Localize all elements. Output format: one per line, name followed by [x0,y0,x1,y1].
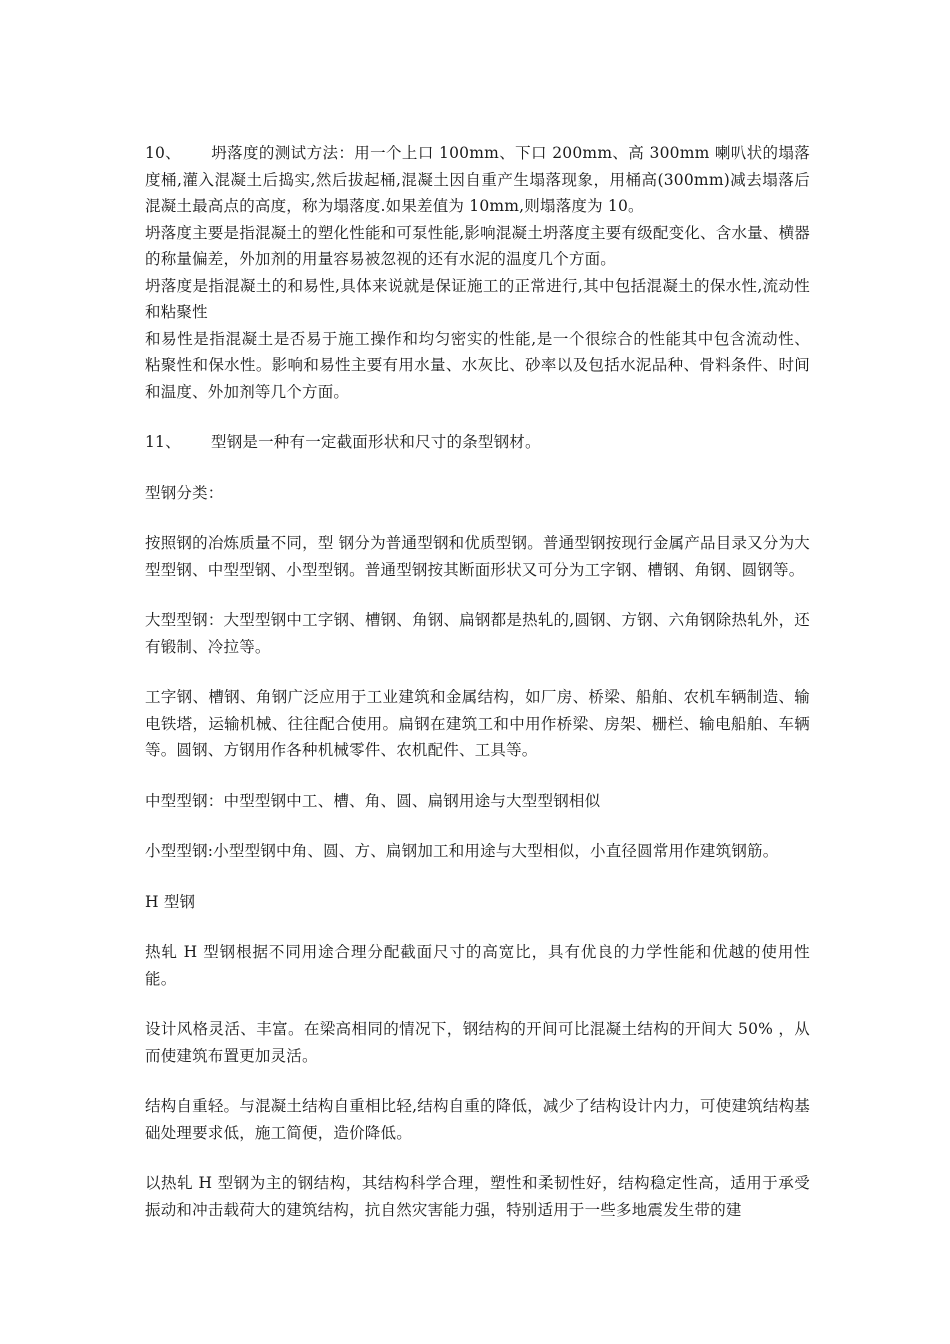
section-10-intro [145,140,810,220]
workability-definition: 和易性是指混凝土是否易于施工操作和均匀密实的性能,是一个很综合的性能其中包含流动性、 粘聚性和保水性。影响和易性主要有用水量、水灰比、砂率以及包括水泥品种、骨料条件、时间和温度、外加剂等几个方面。 [145,329,810,401]
small-steel-paragraph: 小型型钢:小型型钢中角、圆、方、扁钢加工和用途与大型相似，小直径圆常用作建筑钢筋。 [145,842,779,860]
steel-classification-quality: 按照钢的冶炼质量不同，型 钢分为普通型钢和优质型钢。普通型钢按现行金属产品目录又分为大型型钢、中型型钢、小型型钢。普通型钢按其断面形状又可分为工字钢、槽钢、角钢、圆钢等。 [145,534,810,579]
h-beam-intro: 热轧 H 型钢根据不同用途合理分配截面尺寸的高宽比，具有优良的力学性能和优越的使用性能。 [145,943,810,988]
steel-applications-paragraph: 工字钢、槽钢、角钢广泛应用于工业建筑和金属结构，如厂房、桥梁、船舶、农机车辆制造、输电铁塔，运输机械、往往配合使用。扁钢在建筑工和中用作桥梁、房架、栅栏、输电船舶、车辆等。圆钢、方钢用作各种机械零件、农机配件、工具等。 [145,688,810,759]
section-11-number: 11、 [145,433,181,451]
h-beam-design-flexibility: 设计风格灵活、丰富。在梁高相同的情况下，钢结构的开间可比混凝土结构的开间大 50% ，从而使建筑布置更加灵活。 [145,1020,810,1065]
section-11-heading [145,429,810,456]
slump-factors: 坍落度主要是指混凝土的塑化性能和可泵性能,影响混凝土坍落度主要有级配变化、含水量、横器的称量偏差，外加剂的用量容易被忽视的还有水泥的温度几个方面。 [145,223,810,268]
steel-classification-title: 型钢分类： [145,483,224,502]
slump-workability: 坍落度是指混凝土的和易性,具体来说就是保证施工的正常进行,其中包括混凝土的保水性,流动性和粘聚性 [145,276,810,321]
h-beam-light-weight: 结构自重轻。与混凝土结构自重相比轻,结构自重的降低，减少了结构设计内力，可使建筑结构基础处理要求低，施工简便，造价降低。 [145,1097,810,1142]
section-10-number: 10、 [145,144,181,162]
h-beam-heading: H 型钢 [145,892,196,911]
section-11-title: 型钢是一种有一定截面形状和尺寸的条型钢材。 [211,433,541,451]
slump-test-method: 坍落度的测试方法：用一个上口 100mm、下口 200mm、高 300mm 喇叭状的塌落度桶,灌入混凝土后捣实,然后拔起桶,混凝土因自重产生塌落现象，用桶高(300mm)减去塌落后混凝土最高点的高度，称为塌落度.如果差值为 10mm,则塌落度为 10。 [145,144,810,215]
medium-steel-paragraph: 中型型钢：中型型钢中工、槽、角、圆、扁钢用途与大型型钢相似 [145,791,601,810]
h-beam-structure-advantages: 以热轧 H 型钢为主的钢结构，其结构科学合理，塑性和柔韧性好，结构稳定性高，适用于承受振动和冲击载荷大的建筑结构，抗自然灾害能力强，特别适用于一些多地震发生带的建 [145,1174,810,1219]
document-body [145,140,810,1223]
large-steel-paragraph: 大型型钢：大型型钢中工字钢、槽钢、角钢、扁钢都是热轧的,圆钢、方钢、六角钢除热轧外，还有锻制、冷拉等。 [145,611,810,656]
